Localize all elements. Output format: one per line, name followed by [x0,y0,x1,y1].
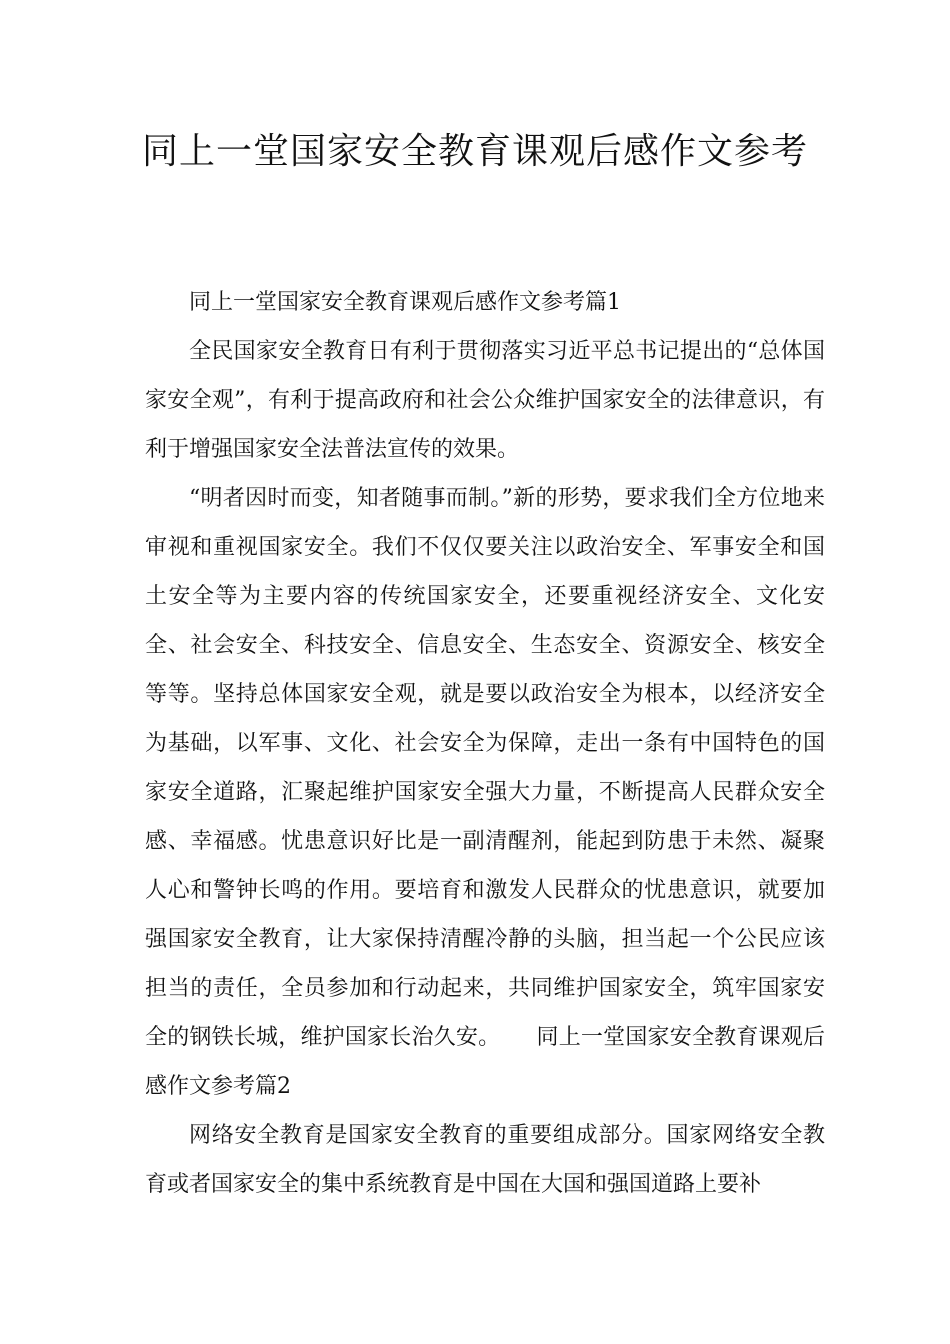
paragraph-3: 网络安全教育是国家安全教育的重要组成部分。国家网络安全教育或者国家安全的集中系统教育是中国在大国和强国道路上要补 [145,1123,825,1197]
paragraph-2 [145,474,825,1111]
section-1-heading: 同上一堂国家安全教育课观后感作文参考篇1 [189,290,621,315]
paragraph-2-text: “明者因时而变，知者随事而制。”新的形势，要求我们全方位地来审视和重视国家安全。我们不仅仅要关注以政治安全、军事安全和国土安全等为主要内容的传统国家安全，还要重视经济安全、文化安全、社会安全、科技安全、信息安全、生态安全、资源安全、核安全等等。坚持总体国家安全观，就是要以政治安全为根本，以经济安全为基础，以军事、文化、社会安全为保障，走出一条有中国特色的国家安全道路，汇聚起维护国家安全强大力量，不断提高人民群众安全感、幸福感。忧患意识好比是一副清醒剂，能起到防患于未然、凝聚人心和警钟长鸣的作用。要培育和激发人民群众的忧患意识，就要加强国家安全教育，让大家保持清醒冷静的头脑，担当起一个公民应该担当的责任，全员参加和行动起来，共同维护国家安全，筑牢国家安全的钢铁长城，维护国家长治久安。 [145,486,825,1050]
document-body [145,278,825,1209]
section-2-heading: 同上一堂国家安全教育课观后感作文参考篇2 [145,1025,825,1099]
paragraph-1: 全民国家安全教育日有利于贯彻落实习近平总书记提出的“总体国家安全观”，有利于提高政府和社会公众维护国家安全的法律意识，有利于增强国家安全法普法宣传的效果。 [145,339,825,462]
document-title: 同上一堂国家安全教育课观后感作文参考 [141,131,808,172]
